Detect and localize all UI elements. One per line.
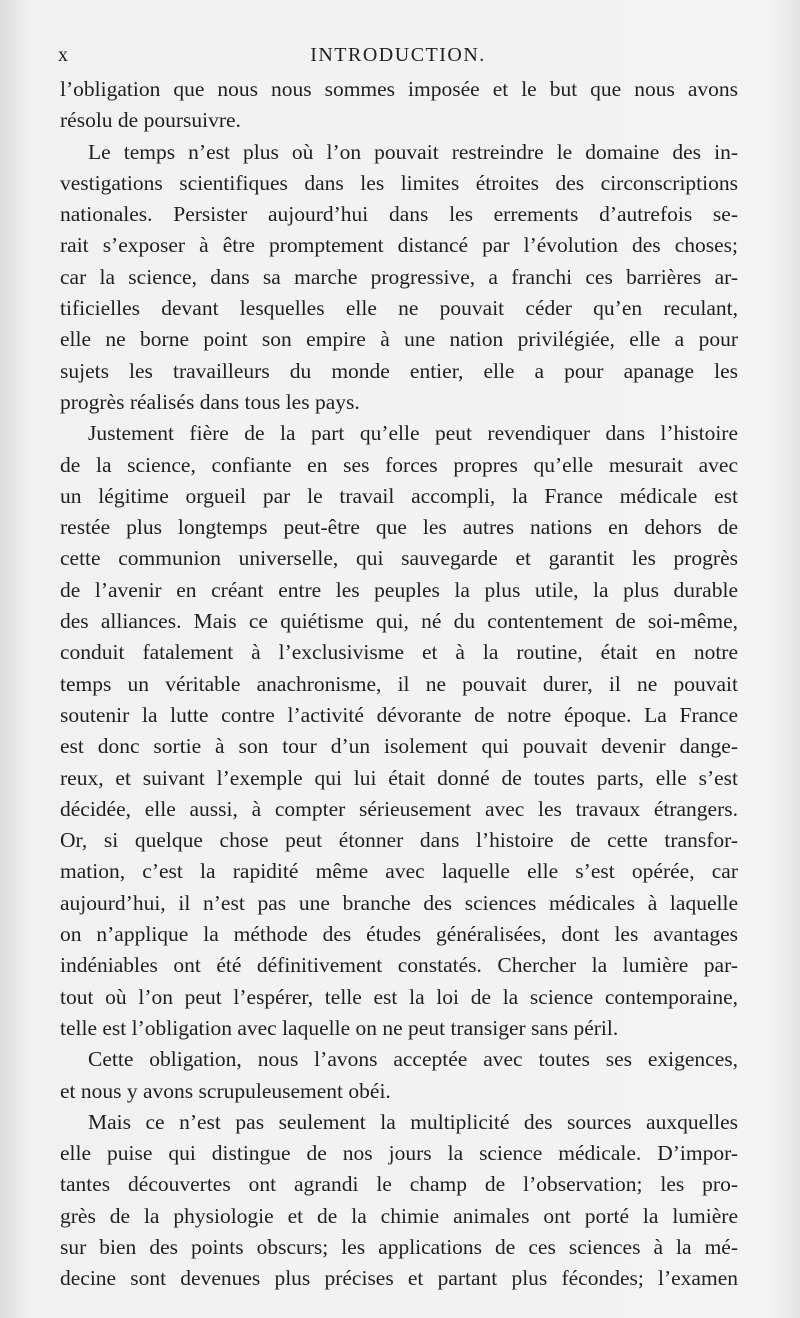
- text-line: un légitime orgueil par le travail accompli, la France médicale est: [60, 483, 738, 508]
- text-line: cette communion universelle, qui sauvegarde et garantit les progrès: [60, 546, 738, 571]
- page-number: x: [58, 44, 69, 66]
- text-line: soutenir la lutte contre l’activité dévorante de notre époque. La France: [60, 702, 738, 727]
- running-title: INTRODUCTION.: [310, 44, 486, 66]
- text-line: décidée, elle aussi, à compter sérieusement avec les travaux étrangers.: [60, 796, 738, 821]
- text-line: sujets les travailleurs du monde entier, elle a pour apanage les: [60, 358, 738, 383]
- text-line: tout où l’on peut l’espérer, telle est la loi de la science contemporaine,: [60, 984, 738, 1009]
- text-line: Or, si quelque chose peut étonner dans l’histoire de cette transfor-: [60, 828, 738, 853]
- text-line: résolu de poursuivre.: [60, 108, 241, 133]
- text-line: tantes découvertes ont agrandi le champ de l’observation; les pro-: [60, 1172, 738, 1197]
- text-line: elle puise qui distingue de nos jours la science médicale. D’impor-: [60, 1141, 738, 1166]
- text-line: nationales. Persister aujourd’hui dans les errements d’autrefois se-: [60, 202, 738, 227]
- text-line: car la science, dans sa marche progressive, a franchi ces barrières ar-: [60, 264, 738, 289]
- body-text: [60, 74, 738, 1295]
- text-line: on n’applique la méthode des études généralisées, dont les avantages: [60, 922, 738, 947]
- text-line: progrès réalisés dans tous les pays.: [60, 389, 360, 414]
- text-line: de la science, confiante en ses forces propres qu’elle mesurait avec: [60, 452, 738, 477]
- text-line: grès de la physiologie et de la chimie animales ont porté la lumière: [60, 1203, 738, 1228]
- text-line: est donc sortie à son tour d’un isolement qui pouvait devenir dange-: [60, 734, 738, 759]
- text-line: decine sont devenues plus précises et partant plus fécondes; l’examen: [60, 1266, 738, 1291]
- text-line: elle ne borne point son empire à une nation privilégiée, elle a pour: [60, 327, 738, 352]
- text-line: Mais ce n’est pas seulement la multiplicité des sources auxquelles: [88, 1109, 738, 1134]
- text-line: conduit fatalement à l’exclusivisme et à la routine, était en notre: [60, 640, 738, 665]
- text-line: reux, et suivant l’exemple qui lui était donné de toutes parts, elle s’est: [60, 765, 738, 790]
- text-line: des alliances. Mais ce quiétisme qui, né du contentement de soi-même,: [60, 609, 738, 634]
- text-line: et nous y avons scrupuleusement obéi.: [60, 1078, 391, 1103]
- page-header: [58, 44, 738, 74]
- text-line: Le temps n’est plus où l’on pouvait restreindre le domaine des in-: [88, 139, 738, 164]
- text-line: telle est l’obligation avec laquelle on ne peut transiger sans péril.: [60, 1015, 619, 1040]
- text-line: tificielles devant lesquelles elle ne pouvait céder qu’en reculant,: [60, 296, 738, 321]
- text-line: temps un véritable anachronisme, il ne pouvait durer, il ne pouvait: [60, 671, 738, 696]
- text-line: aujourd’hui, il n’est pas une branche des sciences médicales à laquelle: [60, 890, 738, 915]
- text-line: de l’avenir en créant entre les peuples la plus utile, la plus durable: [60, 577, 738, 602]
- text-line: sur bien des points obscurs; les applications de ces sciences à la mé-: [60, 1234, 738, 1259]
- text-line: vestigations scientifiques dans les limites étroites des circonscriptions: [60, 170, 738, 195]
- text-line: rait s’exposer à être promptement distancé par l’évolution des choses;: [60, 233, 738, 258]
- text-line: restée plus longtemps peut-être que les autres nations en dehors de: [60, 515, 738, 540]
- text-line: Cette obligation, nous l’avons acceptée avec toutes ses exigences,: [88, 1047, 738, 1072]
- text-line: l’obligation que nous nous sommes imposée et le but que nous avons: [60, 77, 738, 101]
- text-line: mation, c’est la rapidité même avec laquelle elle s’est opérée, car: [60, 859, 738, 884]
- text-line: Justement fière de la part qu’elle peut revendiquer dans l’histoire: [88, 421, 738, 446]
- text-line: indéniables ont été définitivement constatés. Chercher la lumière par-: [60, 953, 738, 978]
